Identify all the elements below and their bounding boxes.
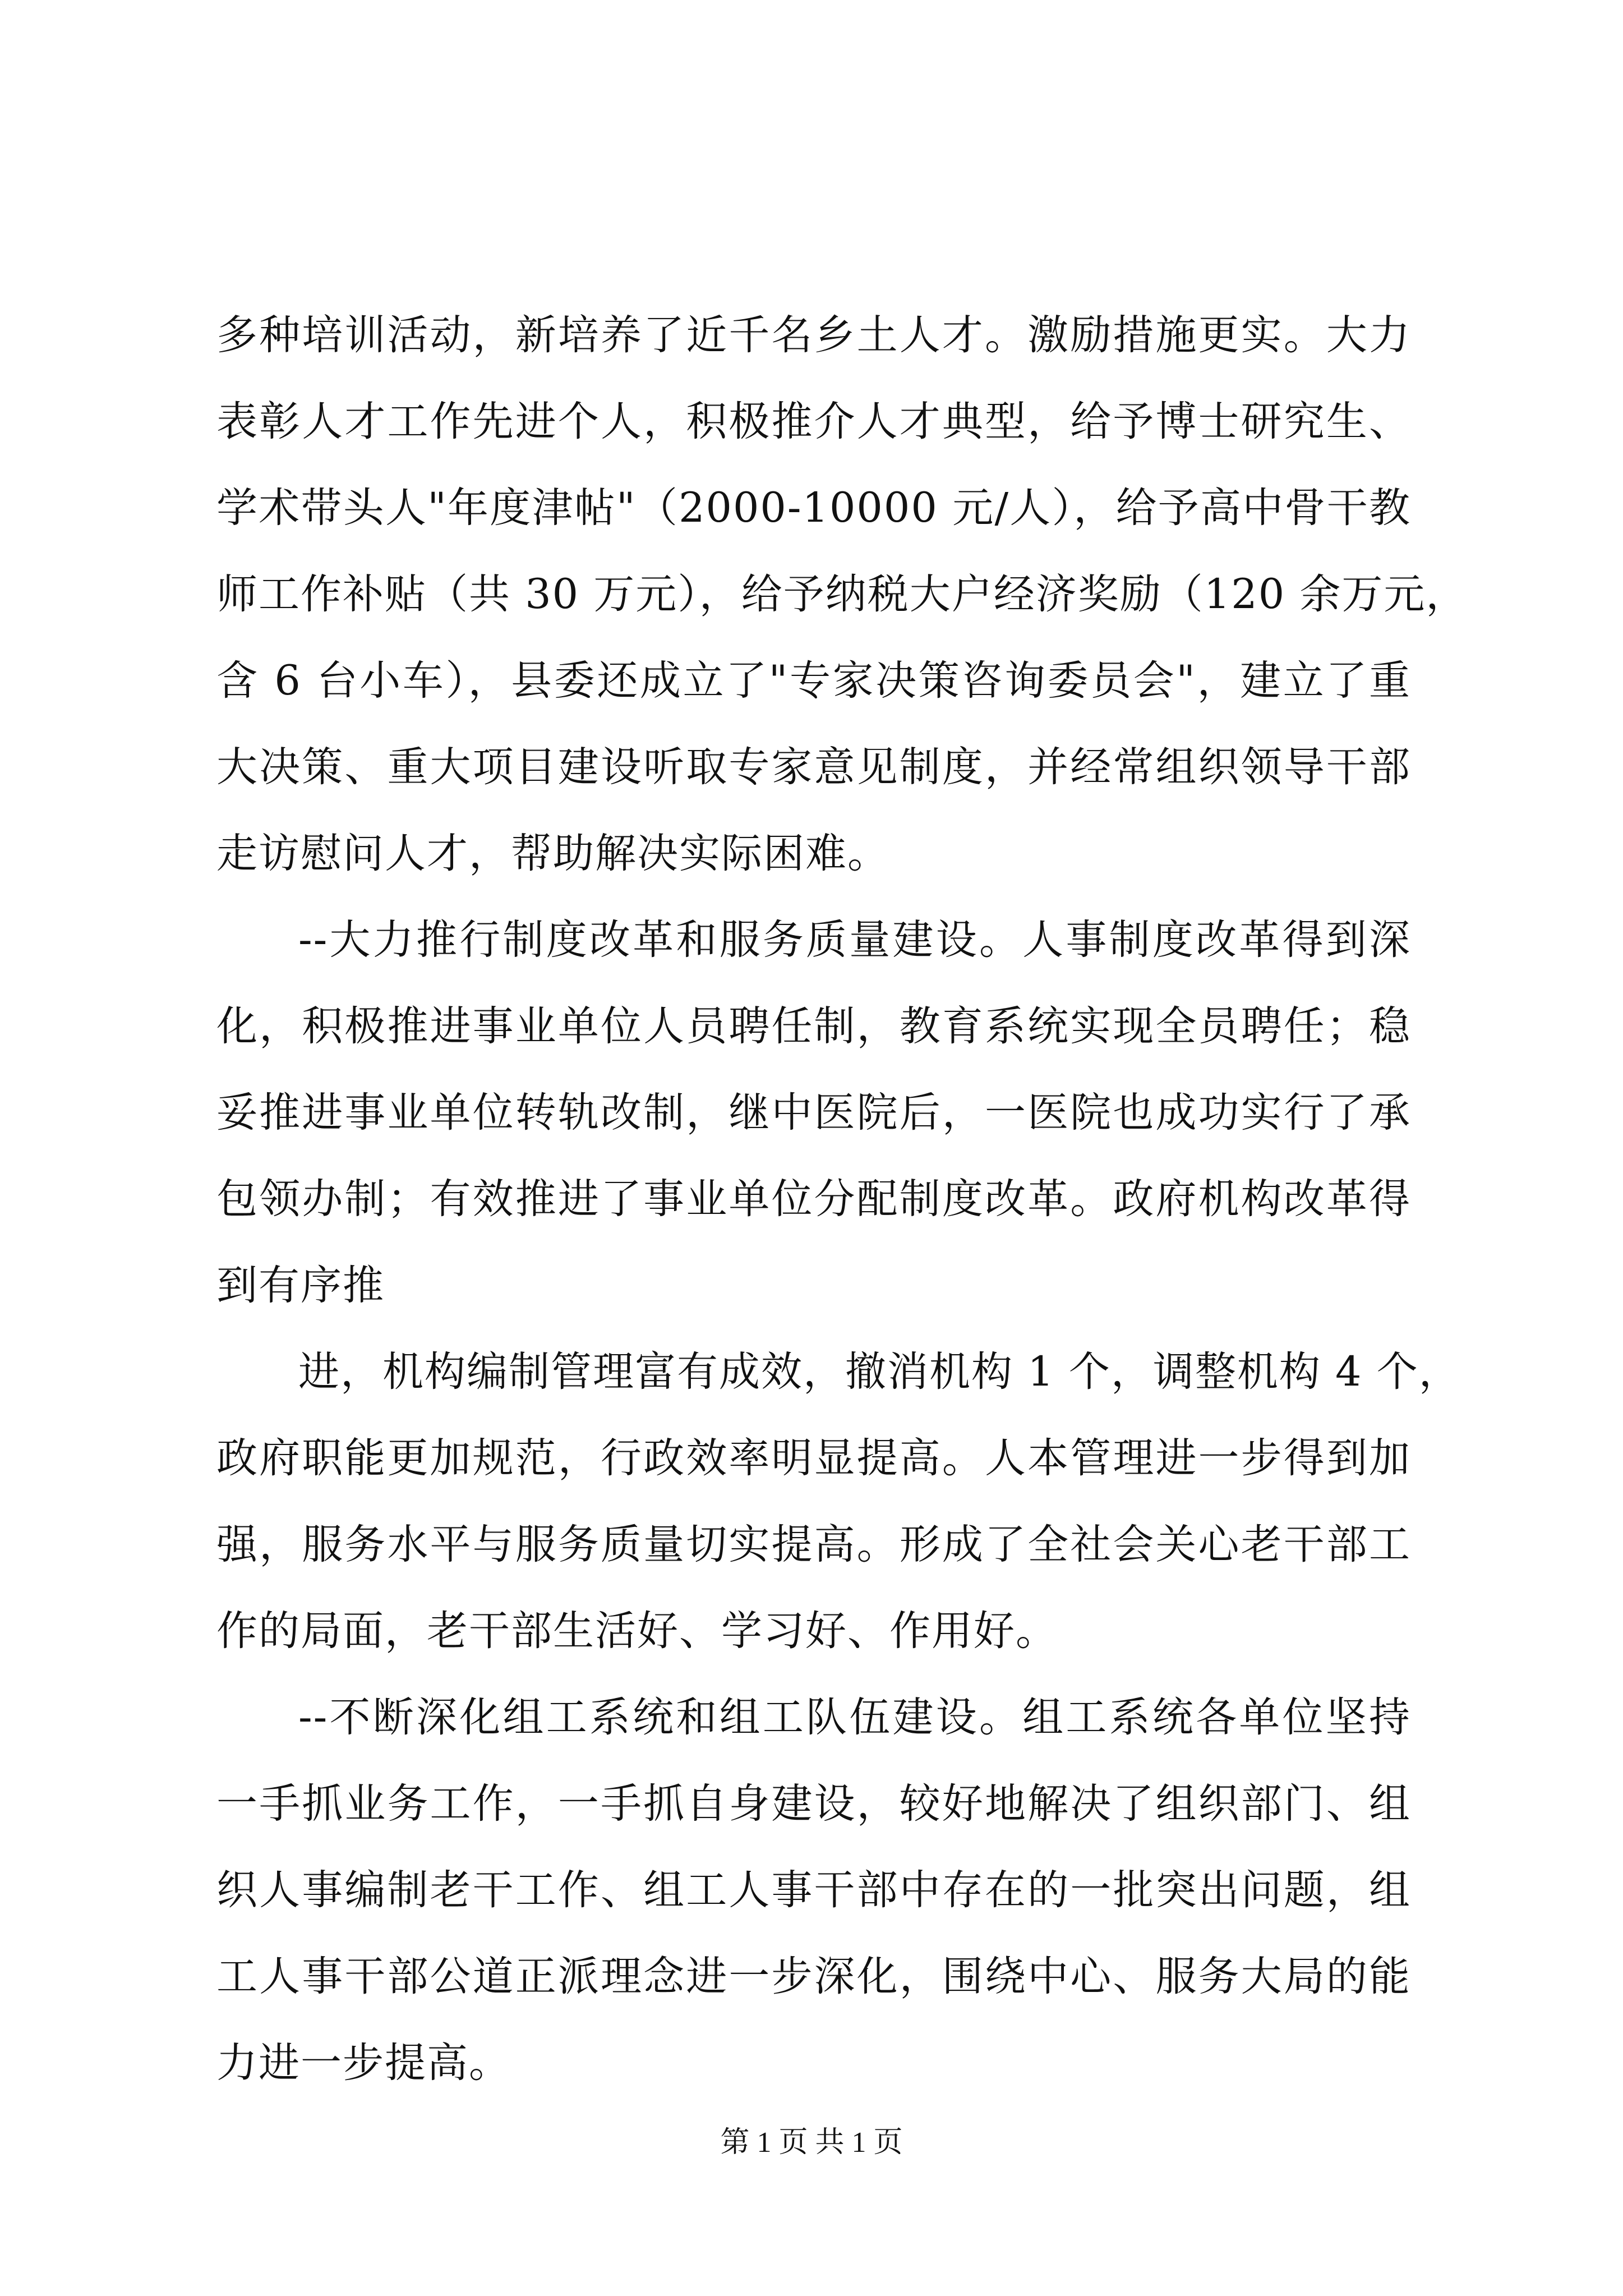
text-line: 作的局面，老干部生活好、学习好、作用好。 [216, 1607, 1058, 1655]
text-line: 织人事编制老干工作、组工人事干部中存在的一批突出问题，组 [216, 1866, 1411, 1914]
text-line: 到有序推 [216, 1262, 385, 1309]
text-line: 走访慰问人才，帮助解决实际困难。 [216, 830, 889, 877]
text-line: 工人事干部公道正派理念进一步深化，围绕中心、服务大局的能 [216, 1953, 1411, 2000]
text-line: 化，积极推进事业单位人员聘任制，教育系统实现全员聘任；稳 [216, 1002, 1411, 1050]
paragraph-first-line: --不断深化组工系统和组工队伍建设。组工系统各单位坚持 [298, 1694, 1411, 1741]
text-line: 表彰人才工作先进个人，积极推介人才典型，给予博士研究生、 [216, 398, 1411, 445]
text-line: 多种培训活动，新培养了近千名乡土人才。激励措施更实。大力 [216, 311, 1411, 359]
paragraph-first-line: 进，机构编制管理富有成效，撤消机构 1 个，调整机构 4 个， [298, 1348, 1461, 1396]
text-line: 学术带头人"年度津帖"（2000-10000 元/人），给予高中骨干教 [216, 484, 1411, 532]
text-line: 妥推进事业单位转轨改制，继中医院后，一医院也成功实行了承 [216, 1089, 1411, 1137]
text-line: 大决策、重大项目建设听取专家意见制度，并经常组织领导干部 [216, 743, 1411, 791]
text-line: 师工作补贴（共 30 万元），给予纳税大户经济奖励（120 余万元， [216, 570, 1468, 618]
text-line: 强，服务水平与服务质量切实提高。形成了全社会关心老干部工 [216, 1521, 1411, 1568]
text-line: 力进一步提高。 [216, 2039, 511, 2087]
text-line: 包领办制；有效推进了事业单位分配制度改革。政府机构改革得 [216, 1175, 1411, 1223]
paragraph-first-line: --大力推行制度改革和服务质量建设。人事制度改革得到深 [298, 916, 1411, 964]
text-line: 政府职能更加规范，行政效率明显提高。人本管理进一步得到加 [216, 1434, 1411, 1482]
text-line: 含 6 台小车），县委还成立了"专家决策咨询委员会"，建立了重 [216, 657, 1411, 705]
text-line: 一手抓业务工作，一手抓自身建设，较好地解决了组织部门、组 [216, 1780, 1411, 1828]
page-footer: 第 1 页 共 1 页 [720, 2127, 903, 2159]
